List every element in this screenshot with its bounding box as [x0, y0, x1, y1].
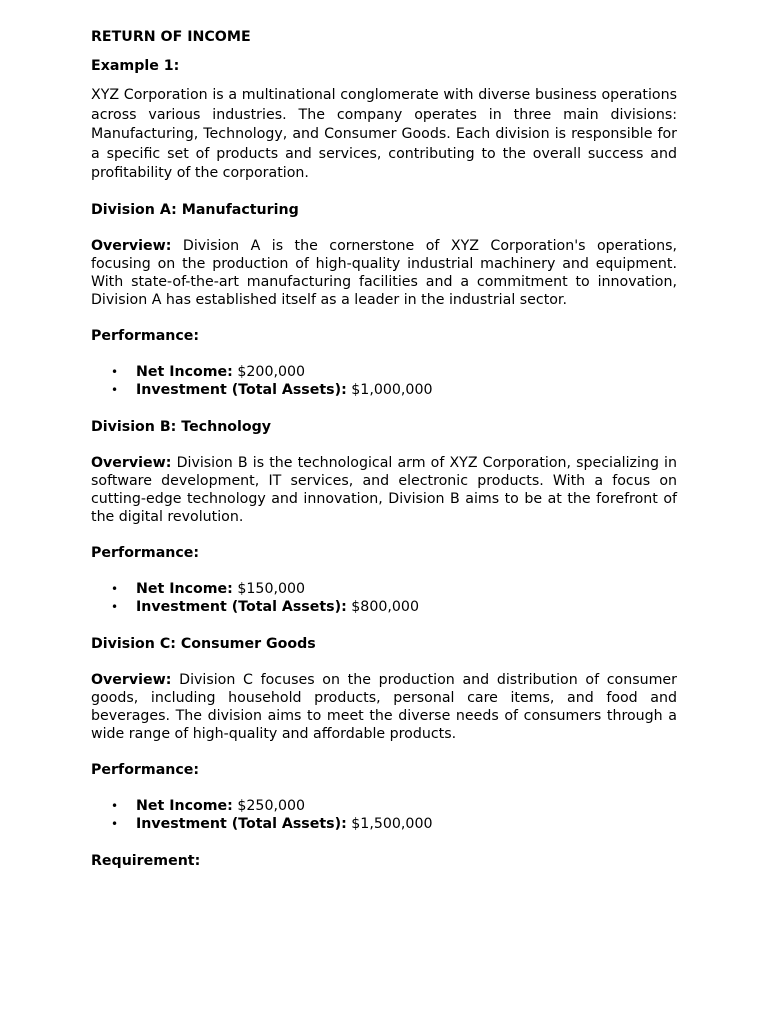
overview-text: Division A is the cornerstone of XYZ Corporation's operations, focusing on the production of high-quality industrial machinery and equipment. With state-of-the-art manufacturing facilities and a commitment to innovation, Division A has established itself as a leader in the industrial sector.	[91, 237, 678, 308]
overview-label: Overview:	[91, 454, 172, 471]
division-overview	[91, 671, 677, 743]
performance-label: Performance:	[91, 327, 200, 344]
list-item	[91, 381, 677, 400]
metric-label: Investment (Total Assets):	[136, 599, 347, 615]
metric-label: Net Income:	[136, 580, 233, 597]
division-heading: Division B: Technology	[91, 418, 272, 435]
metric-value: $1,500,000	[351, 816, 433, 832]
document-title: RETURN OF INCOME	[91, 29, 251, 45]
bullet-icon: •	[111, 383, 119, 397]
metric-label: Investment (Total Assets):	[136, 382, 347, 398]
list-item	[91, 580, 677, 599]
bullet-icon: •	[111, 600, 119, 614]
division-section	[91, 635, 677, 834]
metric-value: $200,000	[237, 363, 306, 380]
metric-value: $150,000	[237, 580, 306, 597]
example-label: Example 1:	[91, 58, 180, 74]
overview-text: Division B is the technological arm of XYZ Corporation, specializing in software development, IT services, and electronic products. With a focus on cutting-edge technology and innovation, Division B aims to be at the forefront of the digital revolution.	[91, 454, 677, 525]
metrics-list	[91, 797, 677, 834]
division-overview	[91, 237, 677, 309]
list-item	[91, 815, 677, 834]
metric-label: Net Income:	[136, 363, 233, 380]
division-heading: Division A: Manufacturing	[91, 201, 299, 218]
requirement-heading: Requirement:	[91, 852, 201, 869]
bullet-icon: •	[111, 798, 119, 813]
document-page	[91, 28, 677, 888]
overview-label: Overview:	[91, 671, 172, 688]
metrics-list	[91, 363, 677, 400]
metric-value: $250,000	[237, 797, 306, 814]
performance-label: Performance:	[91, 761, 200, 778]
division-overview	[91, 454, 677, 526]
division-section	[91, 201, 677, 400]
bullet-icon: •	[111, 817, 119, 831]
metrics-list	[91, 580, 677, 617]
overview-text: Division C focuses on the production and distribution of consumer goods, including household products, personal care items, and food and beverages. The division aims to meet the diverse needs of consumers through a wide range of high-quality and affordable products.	[91, 671, 677, 742]
metric-label: Investment (Total Assets):	[136, 816, 347, 832]
list-item	[91, 797, 677, 816]
list-item	[91, 598, 677, 617]
intro-paragraph: XYZ Corporation is a multinational conglomerate with diverse business operations across various industries. The company operates in three main divisions: Manufacturing, Technology, and Consumer Goods. Each division is responsible for a specific set of products and services, contributing to the overall success and profitability of the corporation.	[91, 87, 677, 181]
list-item	[91, 363, 677, 382]
division-heading: Division C: Consumer Goods	[91, 635, 316, 652]
performance-label: Performance:	[91, 544, 200, 561]
metric-value: $800,000	[351, 599, 419, 615]
metric-label: Net Income:	[136, 797, 233, 814]
division-section	[91, 418, 677, 617]
metric-value: $1,000,000	[351, 382, 433, 398]
bullet-icon: •	[111, 364, 119, 379]
overview-label: Overview:	[91, 237, 172, 254]
bullet-icon: •	[111, 581, 119, 596]
